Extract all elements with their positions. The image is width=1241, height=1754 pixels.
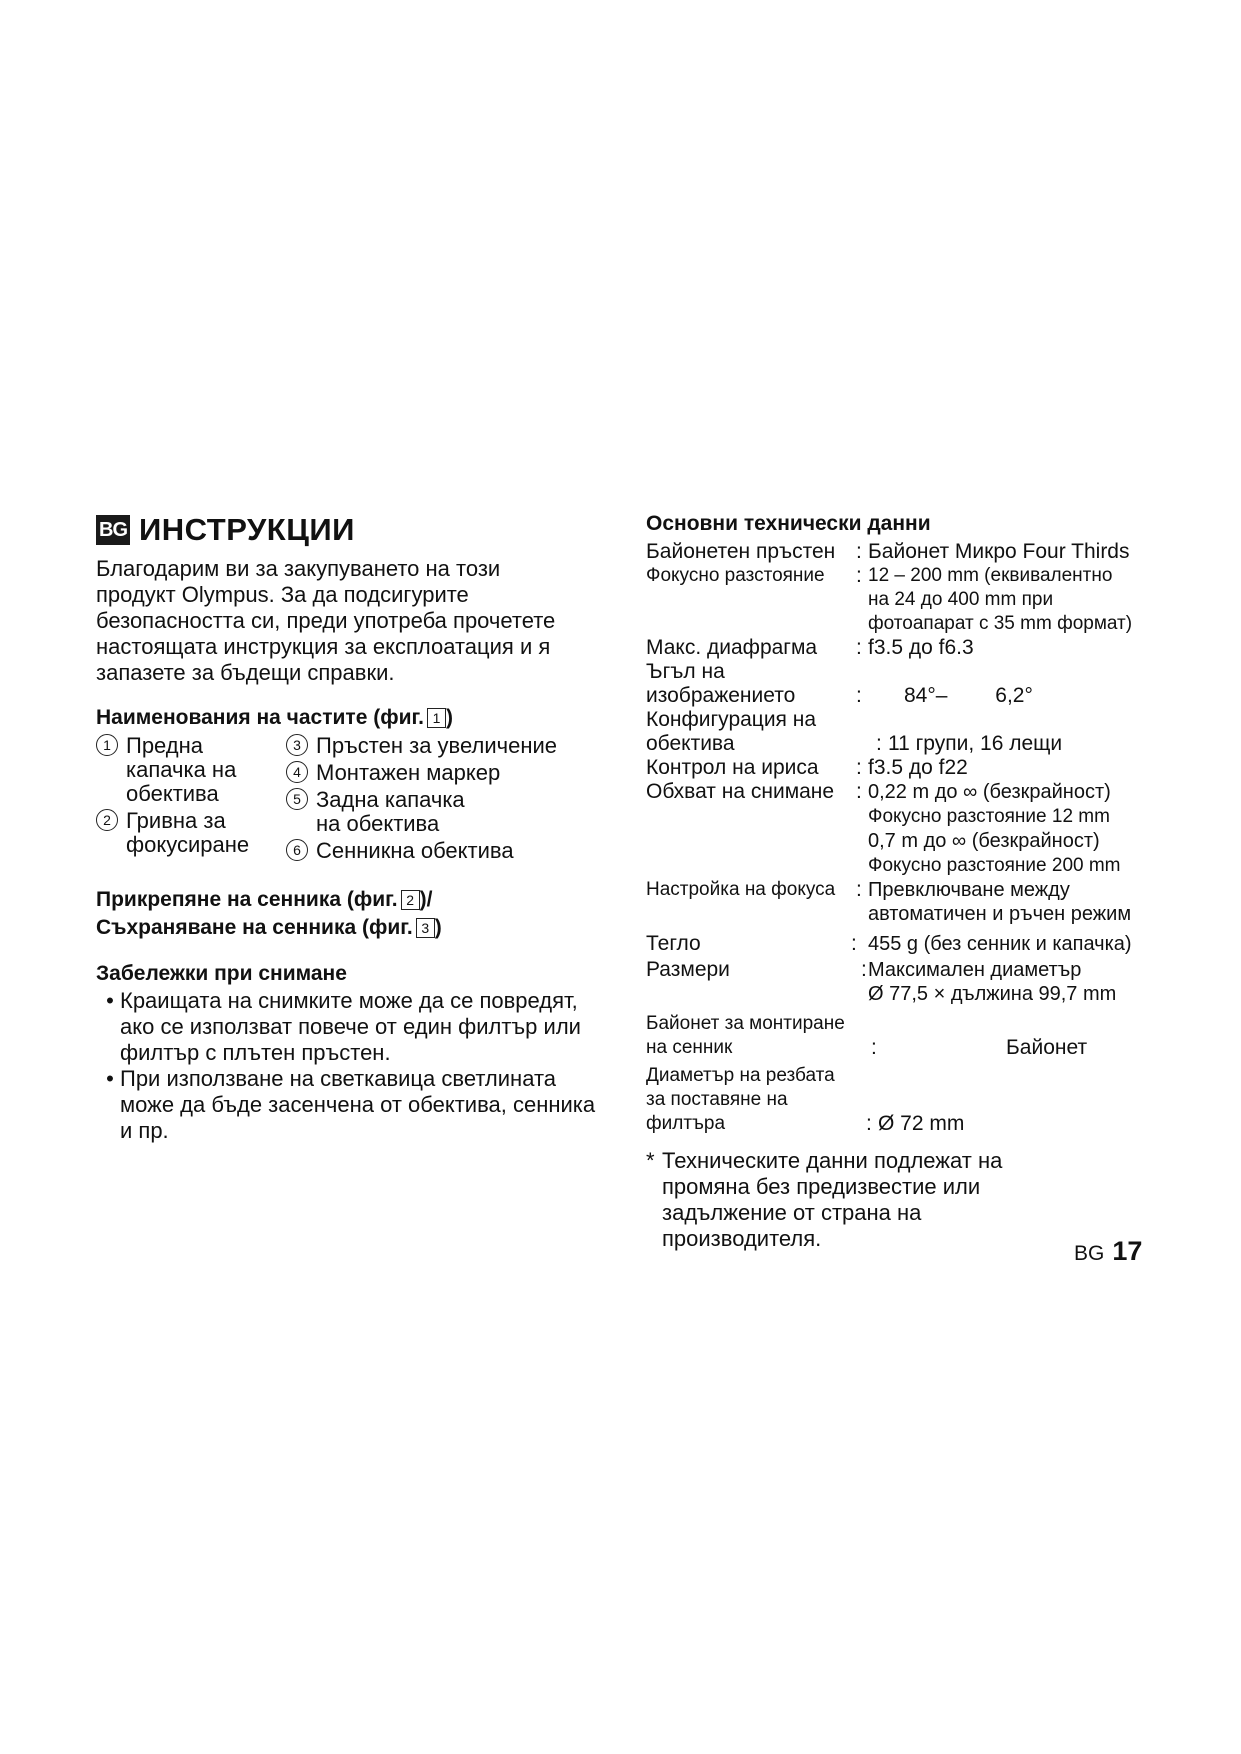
part-item: 2 Гривна за фокусиране [96, 809, 286, 857]
spec-row: Макс. диафрагма : f3.5 до f6.3 [646, 636, 1166, 660]
spec-value: 0,22 m до ∞ (безкрайност) Фокусно разстояние 12 mm 0,7 m до ∞ (безкрайност) Фокусно разстояние 200 mm [868, 781, 1121, 876]
page-title: ИНСТРУКЦИИ [139, 512, 355, 547]
spec-key: Макс. диафрагма [646, 636, 818, 659]
spec-key: Размери [646, 958, 730, 981]
page-number: BG 17 [1074, 1236, 1143, 1266]
spec-value: f3.5 до f22 [868, 756, 968, 779]
spec-row: Контрол на ириса : f3.5 до f22 [646, 756, 1166, 780]
spec-key: Диаметър на резбата за поставяне на филтъра [646, 1065, 835, 1134]
spec-key: Фокусно разстояние [646, 565, 825, 586]
spec-key: Контрол на ириса [646, 756, 819, 779]
parts-heading: Наименования на частите (фиг. 1 ) [96, 706, 453, 729]
spec-value: 11 групи, 16 лещи [888, 732, 1063, 755]
spec-value: 455 g (без сенник и капачка) [868, 933, 1132, 955]
spec-key: Настройка на фокуса [646, 879, 836, 900]
notes-heading: Забележки при снимане [96, 962, 347, 985]
spec-key: Тегло [646, 932, 701, 955]
spec-key: Байонетен пръстен [646, 540, 836, 563]
spec-row: Байонетен пръстен : Байонет Микро Four Thirds [646, 540, 1166, 564]
figure-ref: 2 [401, 890, 420, 910]
intro-line: продукт Olympus. За да подсигурите [96, 582, 469, 607]
spec-value: f3.5 до f6.3 [868, 636, 974, 659]
left-column [96, 510, 606, 1144]
intro-paragraph [96, 556, 606, 686]
part-item: 6 Сенникна обектива [286, 839, 606, 863]
item-number: 6 [286, 839, 308, 861]
spec-key: Байонет за монтиране на сенник [646, 1013, 845, 1058]
spec-value: Превключване между автоматичен и ръчен режим [868, 879, 1132, 925]
intro-line: запазете за бъдещи справки. [96, 660, 395, 685]
spec-row: Конфигурация на обектива : 11 групи, 16 лещи [646, 708, 1166, 756]
item-number: 5 [286, 788, 308, 810]
spec-row: Байонет за монтиране на сенник : Байонет [646, 1012, 1166, 1060]
spec-row: Диаметър на резбата за поставяне на филтъра : Ø 72 mm [646, 1064, 1166, 1136]
spec-row: Фокусно разстояние : 12 – 200 mm (еквивалентно на 24 до 400 mm при фотоапарат с 35 mm формат) [646, 564, 1166, 636]
item-number: 4 [286, 761, 308, 783]
intro-line: безопасността си, преди употреба прочетете [96, 608, 556, 633]
intro-line: Благодарим ви за закупуването на този [96, 556, 501, 581]
item-number: 1 [96, 734, 118, 756]
spec-value: Ø 72 mm [878, 1112, 965, 1135]
spec-row: Настройка на фокуса : Превключване между автоматичен и ръчен режим [646, 878, 1166, 926]
spec-value: Максимален диаметър Ø 77,5 × дължина 99,7 mm [868, 959, 1117, 1005]
intro-line: настоящата инструкция за експлоатация и я [96, 634, 551, 659]
note-bullet: • При използване на светкавица светлината може да бъде засенчена от обектива, сенника и пр. [96, 1066, 606, 1144]
spec-row: Размери : Максимален диаметър Ø 77,5 × дължина 99,7 mm [646, 958, 1166, 1006]
bullet-icon: • [106, 988, 114, 1013]
figure-ref: 3 [416, 918, 435, 938]
note-bullet: • Краищата на снимките може да се повредят, ако се използват повече от един филтър или филтър с плътен пръстен. [96, 988, 606, 1066]
asterisk: * [646, 1148, 655, 1173]
spec-key: Конфигурация на обектива [646, 708, 817, 755]
part-item: 4 Монтажен маркер [286, 761, 606, 785]
spec-row: Обхват на снимане : 0,22 m до ∞ (безкрайност) Фокусно разстояние 12 mm 0,7 m до ∞ (безкрайност) Фокусно разстояние 200 mm [646, 780, 1166, 878]
figure-ref: 1 [427, 708, 446, 728]
item-number: 2 [96, 809, 118, 831]
part-item: 3 Пръстен за увеличение [286, 734, 606, 758]
spec-row: Тегло : 455 g (без сенник и капачка) [646, 932, 1166, 956]
spec-key: Обхват на снимане [646, 780, 835, 803]
bullet-icon: • [106, 1066, 114, 1091]
spec-value: Байонет Микро Four Thirds [868, 540, 1130, 563]
specs-heading: Основни технически данни [646, 512, 931, 535]
item-number: 3 [286, 734, 308, 756]
specs-footnote: * Техническите данни подлежат на промяна без предизвестие или задължение от страна на производителя. [646, 1148, 1003, 1251]
right-column [646, 510, 1166, 1252]
spec-key: Ъгъл на изображението [646, 660, 796, 707]
hood-heading: Прикрепяне на сенника (фиг. 2 )/ Съхраняване на сенника (фиг. 3 ) [96, 888, 442, 939]
spec-value: Байонет [1006, 1036, 1088, 1059]
language-badge: BG [96, 515, 130, 545]
section-title [96, 510, 606, 550]
part-item: 5 Задна капачка на обектива [286, 788, 606, 836]
spec-value: 84°– 6,2° [904, 684, 1033, 707]
part-item: 1 Предна капачка на обектива [96, 734, 286, 806]
spec-value: 12 – 200 mm (еквивалентно на 24 до 400 mm при фотоапарат с 35 mm формат) [868, 565, 1133, 634]
parts-list [96, 734, 606, 866]
spec-row: Ъгъл на изображението : 84°– 6,2° [646, 660, 1166, 708]
